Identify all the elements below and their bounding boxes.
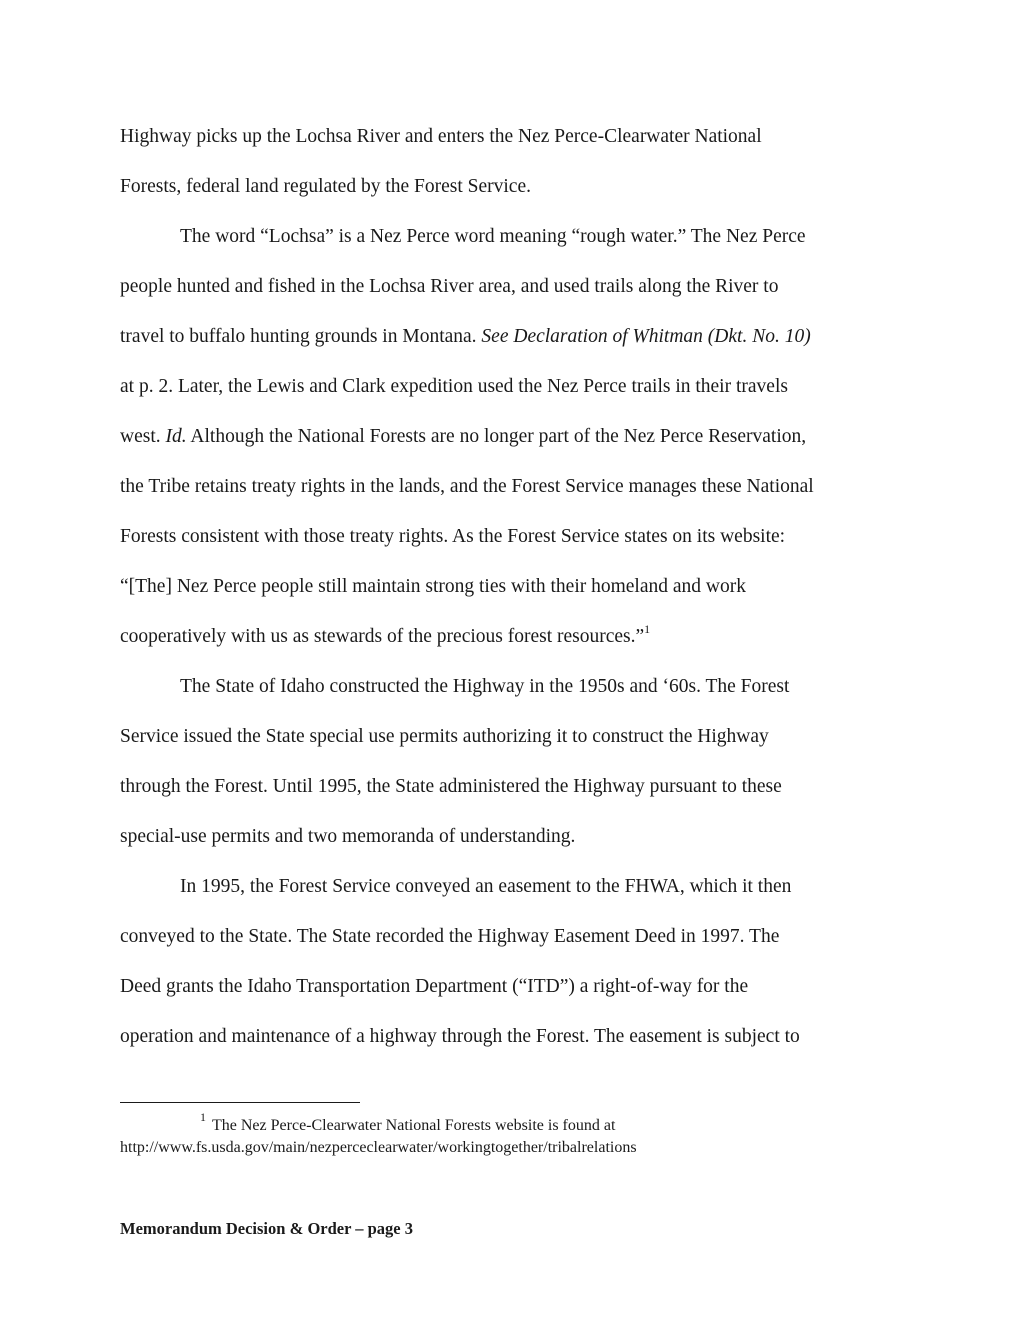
- paragraph-3: [120, 662, 900, 862]
- citation-id: Id.: [165, 426, 187, 447]
- text-line: The State of Idaho constructed the Highway in the 1950s and ‘60s. The Forest: [180, 676, 790, 697]
- text-segment: travel to buffalo hunting grounds in Montana.: [120, 326, 482, 347]
- footnote-separator: [120, 1102, 360, 1103]
- paragraph-1: [120, 112, 900, 212]
- text-line: people hunted and fished in the Lochsa River area, and used trails along the River to: [120, 276, 779, 297]
- text-line: [120, 312, 900, 362]
- text-line: operation and maintenance of a highway through the Forest. The easement is subject to: [120, 1026, 800, 1047]
- footnote-url: http://www.fs.usda.gov/main/nezperceclearwater/workingtogether/tribalrelations: [120, 1139, 637, 1156]
- body-text: [120, 112, 900, 1062]
- text-segment: Although the National Forests are no longer part of the Nez Perce Reservation,: [186, 426, 807, 447]
- text-line: [120, 412, 900, 462]
- footnote: [120, 1109, 900, 1159]
- citation: See Declaration of Whitman (Dkt. No. 10): [481, 326, 811, 347]
- text-line: special-use permits and two memoranda of understanding.: [120, 826, 576, 847]
- text-line: the Tribe retains treaty rights in the lands, and the Forest Service manages these National: [120, 476, 814, 497]
- paragraph-2: [120, 212, 900, 662]
- text-line: conveyed to the State. The State recorded the Highway Easement Deed in 1997. The: [120, 926, 780, 947]
- paragraph-4: [120, 862, 900, 1062]
- text-line: through the Forest. Until 1995, the State administered the Highway pursuant to these: [120, 776, 782, 797]
- text-line: Forests consistent with those treaty rights. As the Forest Service states on its website:: [120, 526, 786, 547]
- text-line: The word “Lochsa” is a Nez Perce word meaning “rough water.” The Nez Perce: [180, 226, 806, 247]
- text-segment: cooperatively with us as stewards of the precious forest resources.”: [120, 626, 645, 647]
- footnote-number: 1: [200, 1109, 206, 1124]
- text-line: at p. 2. Later, the Lewis and Clark expedition used the Nez Perce trails in their travels: [120, 376, 788, 397]
- text-line: [120, 612, 900, 662]
- text-segment: west.: [120, 426, 166, 447]
- text-line: Forests, federal land regulated by the Forest Service.: [120, 176, 531, 197]
- footnote-line: [120, 1109, 900, 1137]
- text-line: Service issued the State special use permits authorizing it to construct the Highway: [120, 726, 769, 747]
- footnote-text: The Nez Perce-Clearwater National Forests website is found at: [212, 1117, 616, 1134]
- text-line: Deed grants the Idaho Transportation Department (“ITD”) a right-of-way for the: [120, 976, 749, 997]
- footnote-reference: 1: [644, 621, 651, 636]
- text-line: Highway picks up the Lochsa River and enters the Nez Perce-Clearwater National: [120, 126, 762, 147]
- text-line: In 1995, the Forest Service conveyed an easement to the FHWA, which it then: [180, 876, 792, 897]
- page-footer: Memorandum Decision & Order – page 3: [120, 1219, 413, 1238]
- text-line: “[The] Nez Perce people still maintain strong ties with their homeland and work: [120, 576, 746, 597]
